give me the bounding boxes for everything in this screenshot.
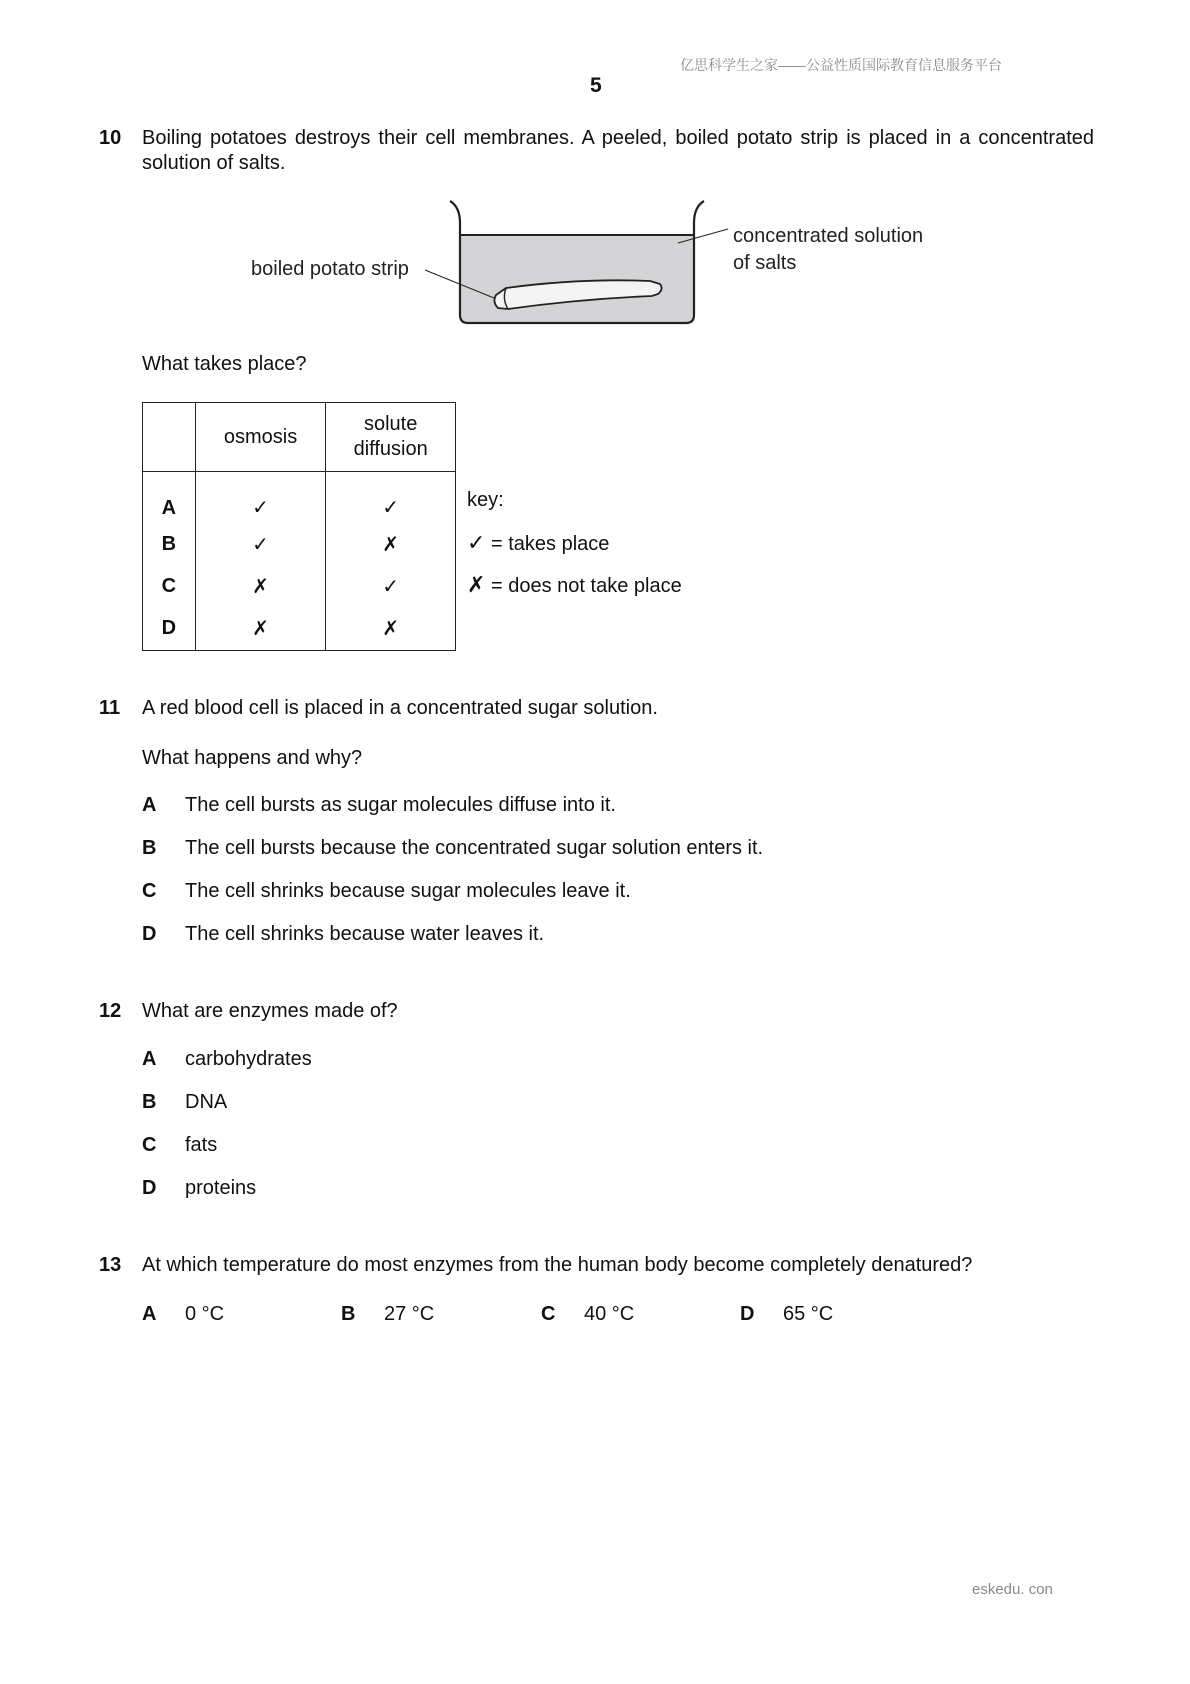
q11-option-text: The cell shrinks because sugar molecules leave it. [185,880,631,902]
row-letter: D [143,608,196,651]
row-letter: A [143,472,196,524]
q12-option-letter: A [142,1048,157,1070]
salt-solution [460,235,694,323]
key-title: key: [467,489,504,511]
row-osmosis-mark: ✓ [195,524,326,566]
q12-option-letter: D [142,1177,157,1199]
key-cross-text: = does not take place [485,575,682,597]
solution-label-line1: concentrated solution [733,225,924,247]
question-10-prompt: What takes place? [142,353,307,375]
q13-option-letter: C [541,1303,556,1325]
q13-option-text: 0 °C [185,1303,225,1325]
footer-watermark: eskedu. con [972,1581,1053,1598]
row-diffusion-mark: ✗ [326,524,456,566]
q12-option-text: proteins [185,1177,257,1199]
q11-option-text: The cell bursts because the concentrated sugar solution enters it. [185,837,764,859]
q13-option-text: 27 °C [384,1303,435,1325]
q13-option-text: 65 °C [783,1303,834,1325]
cross-symbol: ✗ [467,572,486,597]
q11-option-letter: D [142,923,157,945]
q12-option-letter: C [142,1134,157,1156]
q11-option-letter: A [142,794,157,816]
row-osmosis-mark: ✗ [195,566,326,608]
q11-option-letter: B [142,837,157,859]
row-osmosis-mark: ✗ [195,608,326,651]
header-solute-line1: solute [363,413,418,435]
table-row [143,566,456,608]
row-diffusion-mark: ✓ [326,566,456,608]
row-diffusion-mark: ✓ [326,472,456,524]
table-row [143,524,456,566]
q13-option-letter: A [142,1303,157,1325]
key-tick-text: = takes place [485,533,610,555]
question-13-text: At which temperature do most enzymes from the human body become completely denatured? [142,1254,973,1276]
q13-option-letter: D [740,1303,755,1325]
tick-symbol: ✓ [467,530,486,555]
question-10-number: 10 [99,127,122,149]
header-solute-diffusion [326,403,456,472]
potato-strip-label: boiled potato strip [251,258,409,280]
header-osmosis: osmosis [195,403,326,472]
question-10-text: Boiling potatoes destroys their cell membranes. A peeled, boiled potato strip is placed in a concentrated solution of salts. [142,127,1094,174]
q11-option-text: The cell bursts as sugar molecules diffuse into it. [185,794,616,816]
row-letter: C [143,566,196,608]
header-empty [143,403,196,472]
key-cross-line [467,572,682,599]
question-11-text: A red blood cell is placed in a concentrated sugar solution. [142,697,658,719]
q13-option-letter: B [341,1303,356,1325]
q11-option-letter: C [142,880,157,902]
q12-option-text: carbohydrates [185,1048,312,1070]
answer-table [142,402,456,651]
key-tick-line [467,530,609,557]
header-solute-line2: diffusion [353,438,428,460]
table-row [143,608,456,651]
watermark-text: 亿思科学生之家——公益性质国际教育信息服务平台 [680,57,1002,73]
table-row [143,472,456,524]
row-diffusion-mark: ✗ [326,608,456,651]
question-13-number: 13 [99,1254,122,1276]
table-header-row [143,403,456,472]
question-12-number: 12 [99,1000,122,1022]
page-number: 5 [590,74,602,97]
solution-label-line2: of salts [733,252,797,274]
question-11-number: 11 [99,697,121,719]
row-osmosis-mark: ✓ [195,472,326,524]
question-11-prompt: What happens and why? [142,747,363,769]
q13-option-text: 40 °C [584,1303,635,1325]
q12-option-text: fats [185,1134,218,1156]
row-letter: B [143,524,196,566]
q11-option-text: The cell shrinks because water leaves it. [185,923,545,945]
question-12-text: What are enzymes made of? [142,1000,398,1022]
q12-option-text: DNA [185,1091,228,1113]
q12-option-letter: B [142,1091,157,1113]
